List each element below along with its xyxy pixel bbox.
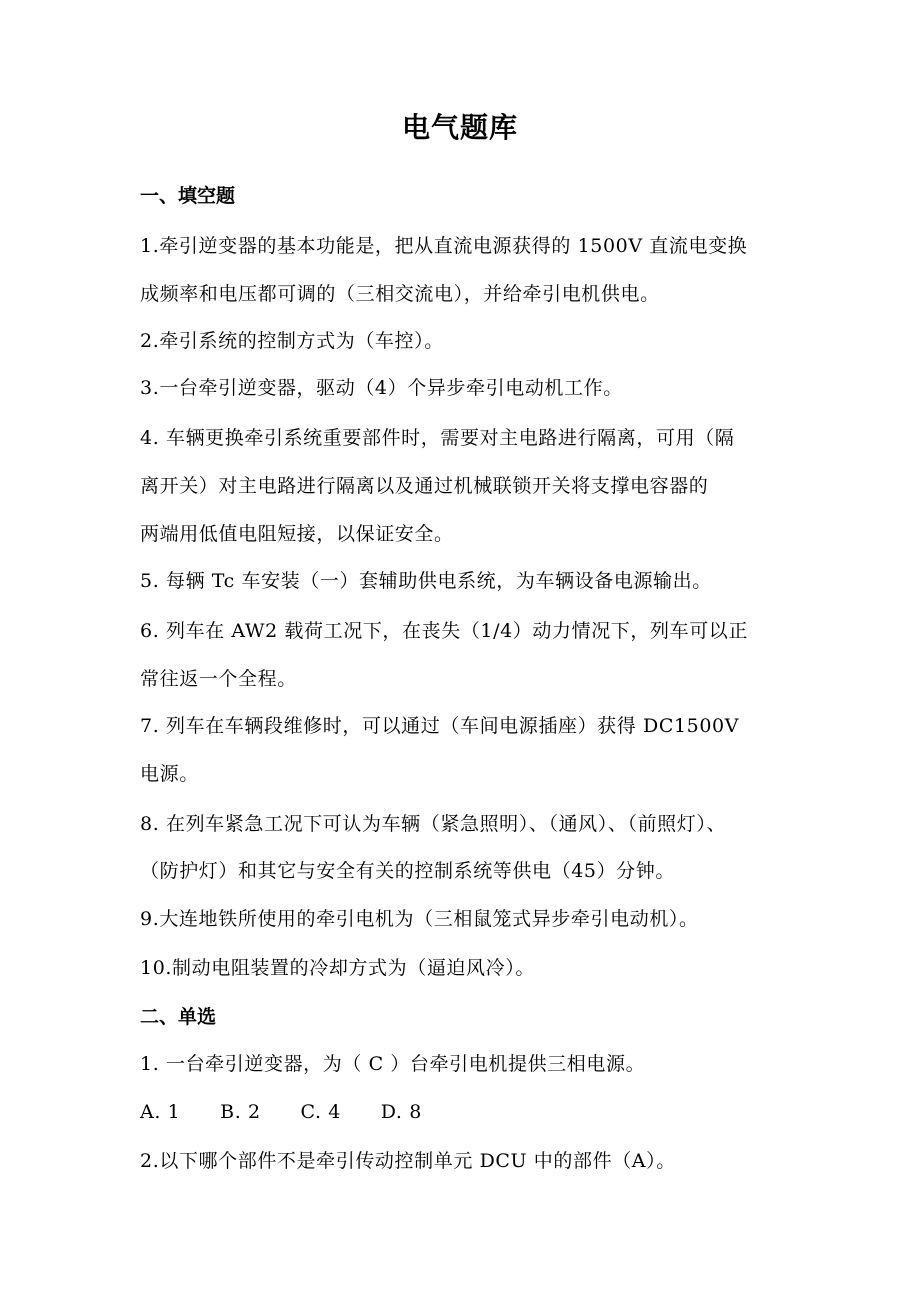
question-line: 两端用低值电阻短接，以保证安全。 <box>140 523 454 545</box>
section-heading-fill-blank: 一、填空题 <box>140 185 236 207</box>
section-heading-single-choice: 二、单选 <box>140 1006 217 1028</box>
question-line: 9.大连地铁所使用的牵引电机为（三相鼠笼式异步牵引电动机）。 <box>140 908 699 930</box>
document-title: 电气题库 <box>401 111 518 144</box>
question-line: 2.牵引系统的控制方式为（车控）。 <box>140 330 444 352</box>
question-line: 6. 列车在 AW2 载荷工况下，在丧失（1/4）动力情况下，列车可以正 <box>140 620 748 642</box>
question-line: 2.以下哪个部件不是牵引传动控制单元 DCU 中的部件（A）。 <box>140 1150 676 1172</box>
question-line: 常往返一个全程。 <box>140 668 297 690</box>
question-line: （防护灯）和其它与安全有关的控制系统等供电（45）分钟。 <box>140 860 675 882</box>
question-line: 电源。 <box>140 763 199 785</box>
answer-options-line: A. 1 B. 2 C. 4 D. 8 <box>140 1101 422 1123</box>
question-line: 成频率和电压都可调的（三相交流电），并给牵引电机供电。 <box>140 283 660 305</box>
question-line: 4. 车辆更换牵引系统重要部件时，需要对主电路进行隔离，可用（隔 <box>140 427 735 449</box>
question-line: 3.一台牵引逆变器，驱动（4）个异步牵引电动机工作。 <box>140 377 623 399</box>
question-line: 7. 列车在车辆段维修时，可以通过（车间电源插座）获得 DC1500V <box>140 715 740 737</box>
question-line: 5. 每辆 Tc 车安装（一）套辅助供电系统，为车辆设备电源输出。 <box>140 570 712 592</box>
question-line: 1.牵引逆变器的基本功能是，把从直流电源获得的 1500V 直流电变换 <box>140 235 748 257</box>
question-line: 10.制动电阻装置的冷却方式为（逼迫风冷）。 <box>140 957 535 979</box>
question-line: 1. 一台牵引逆变器，为（ C ）台牵引电机提供三相电源。 <box>140 1053 646 1075</box>
question-line: 8. 在列车紧急工况下可认为车辆（紧急照明）、（通风）、（前照灯）、 <box>140 813 727 835</box>
question-line: 离开关）对主电路进行隔离以及通过机械联锁开关将支撑电容器的 <box>140 475 709 497</box>
